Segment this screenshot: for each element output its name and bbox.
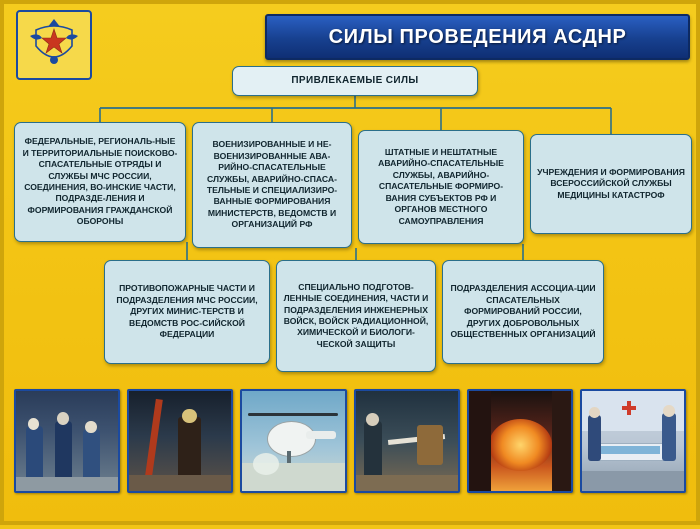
node-row1-1 [14,122,186,242]
node-row1-3 [358,130,524,244]
node-row2-2-label: СПЕЦИАЛЬНО ПОДГОТОВ-ЛЕННЫЕ СОЕДИНЕНИЯ, ЧАСТИ И ПОДРАЗДЕЛЕНИЯ ИНЖЕНЕРНЫХ ВОЙСК, ВОЙСК РАДИАЦИОННОЙ, ХИМИЧЕСКОЙ И БИОЛОГИ-ЧЕСКОЙ ЗАЩИТЫ [283,281,429,349]
photo-burning-building [467,389,573,493]
photo-firefighter-ladder [127,389,233,493]
node-row1-2 [192,122,352,248]
poster-footer-space [4,497,700,521]
photo-fire-hose-team [354,389,460,493]
node-row2-1 [104,260,270,364]
node-row2-3 [442,260,604,364]
node-root [232,66,478,96]
node-row1-2-label: ВОЕНИЗИРОВАННЫЕ И НЕ-ВОЕНИЗИРОВАННЫЕ АВА-РИЙНО-СПАСАТЕЛЬНЫЕ СЛУЖБЫ, АВАРИЙНО-СПАСА-ТЕЛЬНЫЕ И СПЕЦИАЛИЗИРО-ВАННЫЕ ФОРМИРОВАНИЯ МИНИСТЕРСТВ, ВЕДОМСТВ И ОРГАНИЗАЦИЙ РФ [206,139,338,230]
photo-field-hospital [580,389,686,493]
mchs-emblem [16,10,92,80]
node-row1-4 [530,134,692,234]
photo-strip [14,389,686,493]
poster-title-bar [265,14,690,60]
poster-header [10,10,690,72]
photo-rescuers-night [14,389,120,493]
node-root-label: ПРИВЛЕКАЕМЫЕ СИЛЫ [291,75,419,87]
node-row1-4-label: УЧРЕЖДЕНИЯ И ФОРМИРОВАНИЯ ВСЕРОССИЙСКОЙ СЛУЖБЫ МЕДИЦИНЫ КАТАСТРОФ [537,166,685,200]
node-row1-1-label: ФЕДЕРАЛЬНЫЕ, РЕГИОНАЛЬ-НЫЕ И ТЕРРИТОРИАЛЬНЫЕ ПОИСКОВО-СПАСАТЕЛЬНЫЕ ОТРЯДЫ И СЛУЖБЫ МЧС РОССИИ, СОЕДИНЕНИЯ, ВО-ИНСКИЕ ЧАСТИ, ПОДРАЗДЕ-ЛЕНИЯ И ФОРМИРОВАНИЯ ГРАЖДАНСКОЙ ОБОРОНЫ [22,136,178,227]
emblem-graphic [24,16,84,74]
node-row2-3-label: ПОДРАЗДЕЛЕНИЯ АССОЦИА-ЦИИ СПАСАТЕЛЬНЫХ ФОРМИРОВАНИЙ РОССИИ, ДРУГИХ ДОБРОВОЛЬНЫХ ОБЩЕСТВЕННЫХ ОРГАНИЗАЦИЙ [450,283,596,340]
photo-rescue-helicopter [240,389,346,493]
node-row1-3-label: ШТАТНЫЕ И НЕШТАТНЫЕ АВАРИЙНО-СПАСАТЕЛЬНЫЕ СЛУЖБЫ, АВАРИЙНО-СПАСАТЕЛЬНЫЕ ФОРМИРО-ВАНИЯ СУБЪЕКТОВ РФ И ОРГАНОВ МЕСТНОГО САМОУПРАВЛЕНИЯ [378,147,504,226]
page-title: СИЛЫ ПРОВЕДЕНИЯ АСДНР [328,25,627,48]
node-row2-2 [276,260,436,372]
node-row2-1-label: ПРОТИВОПОЖАРНЫЕ ЧАСТИ И ПОДРАЗДЕЛЕНИЯ МЧС РОССИИ, ДРУГИХ МИНИС-ТЕРСТВ И ВЕДОМСТВ РОС-СИЙСКОЙ ФЕДЕРАЦИИ [116,283,258,340]
